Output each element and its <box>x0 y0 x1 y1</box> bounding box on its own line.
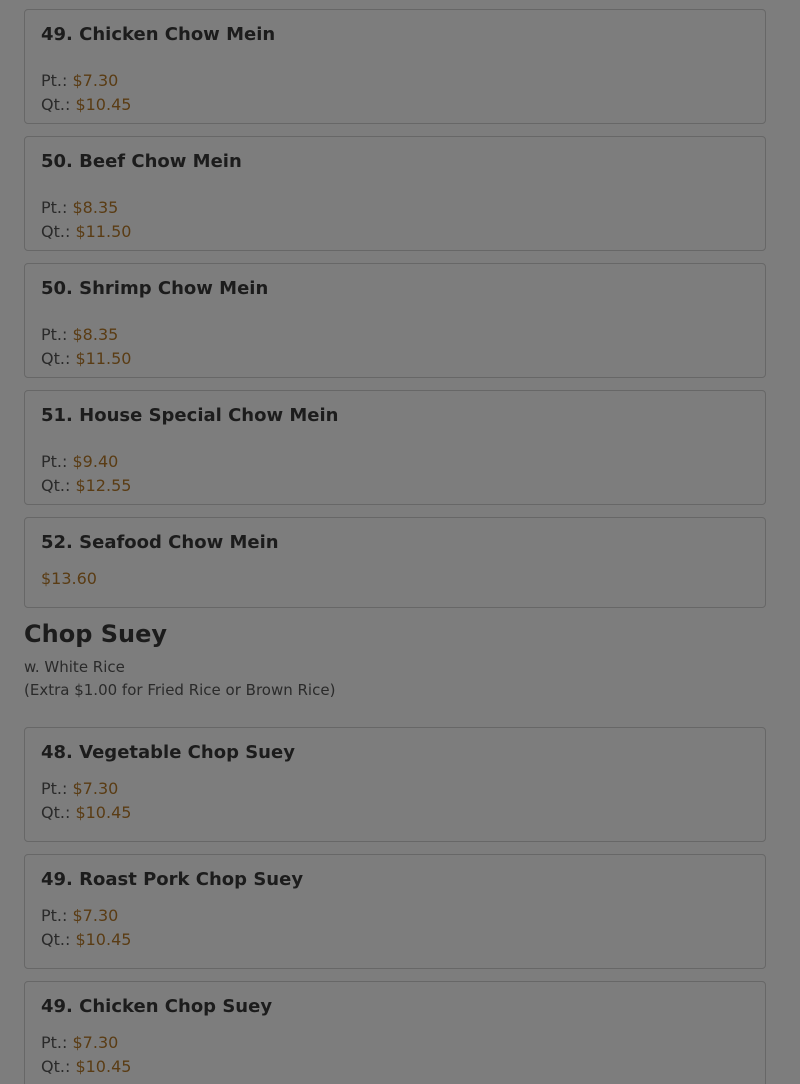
quart-price: $10.45 <box>75 803 132 822</box>
menu-item-title: 50. Shrimp Chow Mein <box>41 278 269 299</box>
quart-price: $10.45 <box>75 95 132 114</box>
quart-price: $12.55 <box>75 476 132 495</box>
menu-item-title: 48. Vegetable Chop Suey <box>41 742 295 763</box>
quart-label: Qt.: <box>41 1057 71 1076</box>
menu-item-title: 49. Roast Pork Chop Suey <box>41 869 304 890</box>
menu-item-title: 49. Chicken Chow Mein <box>41 24 276 45</box>
pint-label: Pt.: <box>41 779 68 798</box>
menu-item-card[interactable] <box>24 981 766 1084</box>
quart-label: Qt.: <box>41 930 71 949</box>
quart-price-line <box>41 221 131 243</box>
quart-price-line <box>41 475 131 497</box>
pint-price: $7.30 <box>72 779 119 798</box>
menu-item-card[interactable] <box>24 854 766 969</box>
pint-price: $7.30 <box>72 906 119 925</box>
pint-price: $7.30 <box>72 1033 119 1052</box>
quart-price: $11.50 <box>75 349 132 368</box>
pint-price-line <box>41 1032 118 1054</box>
pint-label: Pt.: <box>41 71 68 90</box>
menu-item-card[interactable] <box>24 9 766 124</box>
menu-item-card[interactable] <box>24 517 766 608</box>
pint-price: $7.30 <box>72 71 119 90</box>
menu-item-card[interactable] <box>24 390 766 505</box>
pint-label: Pt.: <box>41 198 68 217</box>
quart-price-line <box>41 1056 131 1078</box>
pint-price-line <box>41 324 118 346</box>
pint-label: Pt.: <box>41 452 68 471</box>
section-description-line-2: (Extra $1.00 for Fried Rice or Brown Rice) <box>24 681 336 699</box>
quart-label: Qt.: <box>41 95 71 114</box>
quart-price-line <box>41 929 131 951</box>
menu-item-title: 50. Beef Chow Mein <box>41 151 242 172</box>
menu-item-card[interactable] <box>24 263 766 378</box>
pint-price-line <box>41 451 118 473</box>
quart-label: Qt.: <box>41 476 71 495</box>
menu-item-card[interactable] <box>24 727 766 842</box>
pint-label: Pt.: <box>41 1033 68 1052</box>
quart-price: $10.45 <box>75 930 132 949</box>
menu-item-title: 49. Chicken Chop Suey <box>41 996 273 1017</box>
pint-price: $9.40 <box>72 452 119 471</box>
pint-price: $8.35 <box>72 198 119 217</box>
quart-price: $11.50 <box>75 222 132 241</box>
pint-label: Pt.: <box>41 325 68 344</box>
quart-price-line <box>41 94 131 116</box>
quart-label: Qt.: <box>41 349 71 368</box>
quart-price: $10.45 <box>75 1057 132 1076</box>
quart-price-line <box>41 802 131 824</box>
single-price-line <box>41 568 97 590</box>
pint-label: Pt.: <box>41 906 68 925</box>
menu-item-card[interactable] <box>24 136 766 251</box>
quart-label: Qt.: <box>41 803 71 822</box>
pint-price-line <box>41 905 118 927</box>
quart-price-line <box>41 348 131 370</box>
menu-item-title: 52. Seafood Chow Mein <box>41 532 279 553</box>
pint-price: $8.35 <box>72 325 119 344</box>
menu-item-title: 51. House Special Chow Mein <box>41 405 339 426</box>
quart-label: Qt.: <box>41 222 71 241</box>
single-price: $13.60 <box>41 569 97 588</box>
section-description-line-1: w. White Rice <box>24 658 125 676</box>
section-title: Chop Suey <box>24 620 168 648</box>
pint-price-line <box>41 70 118 92</box>
pint-price-line <box>41 197 118 219</box>
pint-price-line <box>41 778 118 800</box>
